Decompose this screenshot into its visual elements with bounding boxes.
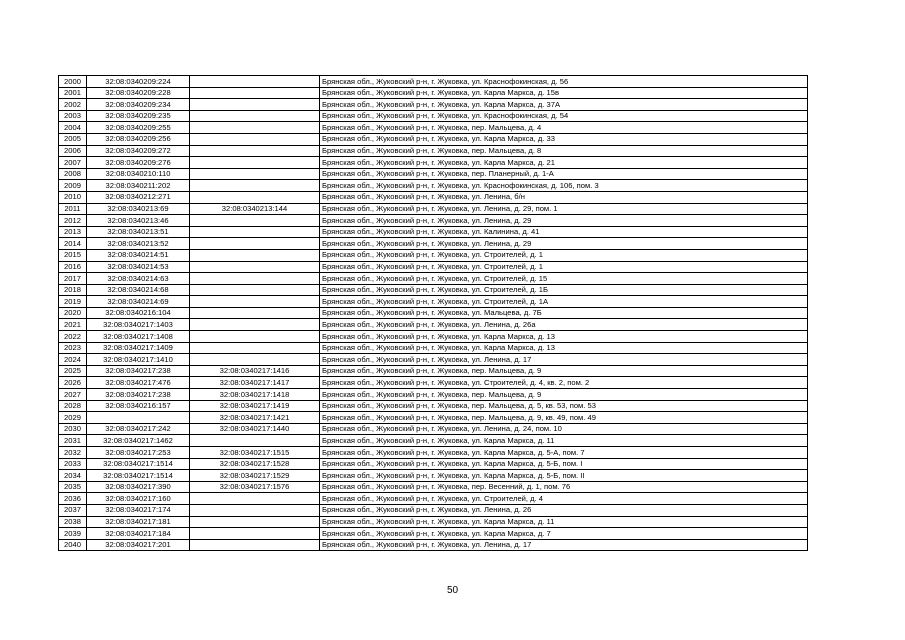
- address-cell: Брянская обл., Жуковский р-н, г. Жуковка, ул. Ленина, д. 29: [320, 238, 808, 250]
- secondary-cadastral-number-cell: [190, 342, 320, 354]
- secondary-cadastral-number-cell: [190, 307, 320, 319]
- table-row: [59, 273, 808, 285]
- row-number-cell: 2010: [59, 191, 87, 203]
- secondary-cadastral-number-cell: [190, 539, 320, 551]
- cadastral-number-cell: 32:08:0340209:228: [87, 87, 190, 99]
- cadastral-number-cell: 32:08:0340211:202: [87, 180, 190, 192]
- secondary-cadastral-number-cell: [190, 145, 320, 157]
- secondary-cadastral-number-cell: [190, 226, 320, 238]
- cadastral-number-cell: 32:08:0340213:46: [87, 215, 190, 227]
- address-cell: Брянская обл., Жуковский р-н, г. Жуковка, ул. Краснофокинская, д. 56: [320, 76, 808, 88]
- address-cell: Брянская обл., Жуковский р-н, г. Жуковка, ул. Ленина, д. 29, пом. 1: [320, 203, 808, 215]
- table-row: [59, 423, 808, 435]
- table-row: [59, 157, 808, 169]
- row-number-cell: 2021: [59, 319, 87, 331]
- cadastral-number-cell: 32:08:0340214:63: [87, 273, 190, 285]
- cadastral-number-cell: 32:08:0340217:1409: [87, 342, 190, 354]
- row-number-cell: 2030: [59, 423, 87, 435]
- cadastral-number-cell: 32:08:0340214:69: [87, 296, 190, 308]
- table-row: [59, 481, 808, 493]
- address-cell: Брянская обл., Жуковский р-н, г. Жуковка, ул. Краснофокинская, д. 54: [320, 110, 808, 122]
- row-number-cell: 2038: [59, 516, 87, 528]
- row-number-cell: 2037: [59, 504, 87, 516]
- secondary-cadastral-number-cell: 32:08:0340217:1529: [190, 470, 320, 482]
- cadastral-number-cell: 32:08:0340217:1462: [87, 435, 190, 447]
- cadastral-number-cell: 32:08:0340217:181: [87, 516, 190, 528]
- secondary-cadastral-number-cell: 32:08:0340213:144: [190, 203, 320, 215]
- cadastral-number-cell: 32:08:0340209:234: [87, 99, 190, 111]
- secondary-cadastral-number-cell: [190, 284, 320, 296]
- address-cell: Брянская обл., Жуковский р-н, г. Жуковка, ул. Карла Маркса, д. 21: [320, 157, 808, 169]
- row-number-cell: 2032: [59, 447, 87, 459]
- address-cell: Брянская обл., Жуковский р-н, г. Жуковка, пер. Мальцева, д. 9: [320, 365, 808, 377]
- cadastral-number-cell: 32:08:0340217:1403: [87, 319, 190, 331]
- cadastral-number-cell: 32:08:0340209:255: [87, 122, 190, 134]
- address-cell: Брянская обл., Жуковский р-н, г. Жуковка, ул. Строителей, д. 1: [320, 261, 808, 273]
- secondary-cadastral-number-cell: 32:08:0340217:1416: [190, 365, 320, 377]
- table-row: [59, 133, 808, 145]
- secondary-cadastral-number-cell: 32:08:0340217:1515: [190, 447, 320, 459]
- table-row: [59, 400, 808, 412]
- table-row: [59, 319, 808, 331]
- cadastral-number-cell: 32:08:0340217:476: [87, 377, 190, 389]
- table-row: [59, 110, 808, 122]
- row-number-cell: 2025: [59, 365, 87, 377]
- row-number-cell: 2012: [59, 215, 87, 227]
- cadastral-number-cell: 32:08:0340213:69: [87, 203, 190, 215]
- row-number-cell: 2009: [59, 180, 87, 192]
- address-cell: Брянская обл., Жуковский р-н, г. Жуковка, ул. Ленина, б/н: [320, 191, 808, 203]
- cadastral-number-cell: 32:08:0340217:184: [87, 528, 190, 540]
- row-number-cell: 2004: [59, 122, 87, 134]
- cadastral-number-cell: 32:08:0340209:272: [87, 145, 190, 157]
- cadastral-number-cell: 32:08:0340217:1410: [87, 354, 190, 366]
- cadastral-number-cell: 32:08:0340217:242: [87, 423, 190, 435]
- address-cell: Брянская обл., Жуковский р-н, г. Жуковка, ул. Ленина, д. 17: [320, 354, 808, 366]
- table-row: [59, 447, 808, 459]
- table-row: [59, 470, 808, 482]
- address-cell: Брянская обл., Жуковский р-н, г. Жуковка, ул. Карла Маркса, д. 5-Б, пом. I: [320, 458, 808, 470]
- secondary-cadastral-number-cell: [190, 319, 320, 331]
- secondary-cadastral-number-cell: 32:08:0340217:1528: [190, 458, 320, 470]
- row-number-cell: 2017: [59, 273, 87, 285]
- address-cell: Брянская обл., Жуковский р-н, г. Жуковка, ул. Карла Маркса, д. 33: [320, 133, 808, 145]
- page-number: 50: [446, 585, 459, 596]
- address-cell: Брянская обл., Жуковский р-н, г. Жуковка, ул. Карла Маркса, д. 13: [320, 342, 808, 354]
- secondary-cadastral-number-cell: [190, 180, 320, 192]
- cadastral-number-cell: 32:08:0340209:256: [87, 133, 190, 145]
- row-number-cell: 2000: [59, 76, 87, 88]
- cadastral-number-cell: 32:08:0340216:157: [87, 400, 190, 412]
- row-number-cell: 2006: [59, 145, 87, 157]
- address-cell: Брянская обл., Жуковский р-н, г. Жуковка, ул. Карла Маркса, д. 13: [320, 331, 808, 343]
- table-row: [59, 412, 808, 424]
- table-row: [59, 145, 808, 157]
- table-row: [59, 180, 808, 192]
- secondary-cadastral-number-cell: [190, 87, 320, 99]
- secondary-cadastral-number-cell: [190, 493, 320, 505]
- address-cell: Брянская обл., Жуковский р-н, г. Жуковка, ул. Строителей, д. 1Б: [320, 284, 808, 296]
- table-row: [59, 168, 808, 180]
- address-cell: Брянская обл., Жуковский р-н, г. Жуковка, ул. Карла Маркса, д. 7: [320, 528, 808, 540]
- row-number-cell: 2016: [59, 261, 87, 273]
- cadastral-number-cell: 32:08:0340217:160: [87, 493, 190, 505]
- address-cell: Брянская обл., Жуковский р-н, г. Жуковка, ул. Карла Маркса, д. 5-А, пом. 7: [320, 447, 808, 459]
- table-row: [59, 377, 808, 389]
- address-cell: Брянская обл., Жуковский р-н, г. Жуковка, ул. Карла Маркса, д. 15в: [320, 87, 808, 99]
- table-row: [59, 365, 808, 377]
- table-row: [59, 226, 808, 238]
- secondary-cadastral-number-cell: [190, 133, 320, 145]
- row-number-cell: 2026: [59, 377, 87, 389]
- cadastral-number-cell: 32:08:0340213:51: [87, 226, 190, 238]
- secondary-cadastral-number-cell: [190, 273, 320, 285]
- address-cell: Брянская обл., Жуковский р-н, г. Жуковка, ул. Карла Маркса, д. 11: [320, 516, 808, 528]
- cadastral-number-cell: 32:08:0340214:68: [87, 284, 190, 296]
- row-number-cell: 2015: [59, 249, 87, 261]
- cadastral-number-cell: 32:08:0340217:390: [87, 481, 190, 493]
- table-row: [59, 354, 808, 366]
- cadastral-number-cell: 32:08:0340212:271: [87, 191, 190, 203]
- cadastral-number-cell: 32:08:0340217:238: [87, 365, 190, 377]
- row-number-cell: 2005: [59, 133, 87, 145]
- address-cell: Брянская обл., Жуковский р-н, г. Жуковка, ул. Калинина, д. 41: [320, 226, 808, 238]
- table-row: [59, 215, 808, 227]
- row-number-cell: 2013: [59, 226, 87, 238]
- table-row: [59, 76, 808, 88]
- table-row: [59, 238, 808, 250]
- table-row: [59, 284, 808, 296]
- row-number-cell: 2001: [59, 87, 87, 99]
- address-cell: Брянская обл., Жуковский р-н, г. Жуковка, ул. Строителей, д. 1: [320, 249, 808, 261]
- secondary-cadastral-number-cell: [190, 99, 320, 111]
- cadastral-number-cell: 32:08:0340213:52: [87, 238, 190, 250]
- row-number-cell: 2040: [59, 539, 87, 551]
- address-cell: Брянская обл., Жуковский р-н, г. Жуковка, ул. Карла Маркса, д. 5-Б, пом. II: [320, 470, 808, 482]
- cadastral-number-cell: 32:08:0340209:224: [87, 76, 190, 88]
- address-cell: Брянская обл., Жуковский р-н, г. Жуковка, пер. Мальцева, д. 9: [320, 389, 808, 401]
- cadastral-number-cell: 32:08:0340217:238: [87, 389, 190, 401]
- secondary-cadastral-number-cell: 32:08:0340217:1440: [190, 423, 320, 435]
- address-cell: Брянская обл., Жуковский р-н, г. Жуковка, ул. Ленина, д. 26: [320, 504, 808, 516]
- row-number-cell: 2039: [59, 528, 87, 540]
- secondary-cadastral-number-cell: 32:08:0340217:1419: [190, 400, 320, 412]
- row-number-cell: 2011: [59, 203, 87, 215]
- address-cell: Брянская обл., Жуковский р-н, г. Жуковка, ул. Ленина, д. 17: [320, 539, 808, 551]
- secondary-cadastral-number-cell: [190, 215, 320, 227]
- table-row: [59, 122, 808, 134]
- property-table: [58, 75, 808, 551]
- table-row: [59, 331, 808, 343]
- address-cell: Брянская обл., Жуковский р-н, г. Жуковка, ул. Карла Маркса, д. 37А: [320, 99, 808, 111]
- table-body: [59, 76, 808, 551]
- table-row: [59, 528, 808, 540]
- table-row: [59, 296, 808, 308]
- cadastral-number-cell: 32:08:0340214:53: [87, 261, 190, 273]
- address-cell: Брянская обл., Жуковский р-н, г. Жуковка, ул. Краснофокинская, д. 106, пом. 3: [320, 180, 808, 192]
- row-number-cell: 2002: [59, 99, 87, 111]
- address-cell: Брянская обл., Жуковский р-н, г. Жуковка, пер. Планерный, д. 1-А: [320, 168, 808, 180]
- table-row: [59, 504, 808, 516]
- row-number-cell: 2008: [59, 168, 87, 180]
- table-row: [59, 458, 808, 470]
- cadastral-number-cell: [87, 412, 190, 424]
- secondary-cadastral-number-cell: [190, 435, 320, 447]
- row-number-cell: 2029: [59, 412, 87, 424]
- row-number-cell: 2031: [59, 435, 87, 447]
- secondary-cadastral-number-cell: 32:08:0340217:1576: [190, 481, 320, 493]
- table-row: [59, 249, 808, 261]
- row-number-cell: 2028: [59, 400, 87, 412]
- row-number-cell: 2020: [59, 307, 87, 319]
- secondary-cadastral-number-cell: [190, 168, 320, 180]
- address-cell: Брянская обл., Жуковский р-н, г. Жуковка, ул. Строителей, д. 15: [320, 273, 808, 285]
- secondary-cadastral-number-cell: [190, 354, 320, 366]
- secondary-cadastral-number-cell: [190, 331, 320, 343]
- table-row: [59, 389, 808, 401]
- row-number-cell: 2022: [59, 331, 87, 343]
- table-row: [59, 516, 808, 528]
- row-number-cell: 2023: [59, 342, 87, 354]
- row-number-cell: 2018: [59, 284, 87, 296]
- secondary-cadastral-number-cell: 32:08:0340217:1418: [190, 389, 320, 401]
- address-cell: Брянская обл., Жуковский р-н, г. Жуковка, ул. Ленина, д. 26а: [320, 319, 808, 331]
- address-cell: Брянская обл., Жуковский р-н, г. Жуковка, ул. Ленина, д. 29: [320, 215, 808, 227]
- address-cell: Брянская обл., Жуковский р-н, г. Жуковка, пер. Мальцева, д. 4: [320, 122, 808, 134]
- secondary-cadastral-number-cell: [190, 296, 320, 308]
- cadastral-number-cell: 32:08:0340217:1408: [87, 331, 190, 343]
- table-row: [59, 261, 808, 273]
- address-cell: Брянская обл., Жуковский р-н, г. Жуковка, ул. Строителей, д. 1А: [320, 296, 808, 308]
- address-cell: Брянская обл., Жуковский р-н, г. Жуковка, ул. Мальцева, д. 7Б: [320, 307, 808, 319]
- secondary-cadastral-number-cell: [190, 516, 320, 528]
- table-row: [59, 307, 808, 319]
- table-row: [59, 99, 808, 111]
- address-cell: Брянская обл., Жуковский р-н, г. Жуковка, пер. Мальцева, д. 8: [320, 145, 808, 157]
- address-cell: Брянская обл., Жуковский р-н, г. Жуковка, пер. Весенний, д. 1, пом. 76: [320, 481, 808, 493]
- table-row: [59, 342, 808, 354]
- secondary-cadastral-number-cell: [190, 238, 320, 250]
- secondary-cadastral-number-cell: [190, 76, 320, 88]
- secondary-cadastral-number-cell: [190, 261, 320, 273]
- row-number-cell: 2036: [59, 493, 87, 505]
- cadastral-number-cell: 32:08:0340216:104: [87, 307, 190, 319]
- address-cell: Брянская обл., Жуковский р-н, г. Жуковка, пер. Мальцева, д. 5, кв. 53, пом. 53: [320, 400, 808, 412]
- address-cell: Брянская обл., Жуковский р-н, г. Жуковка, ул. Строителей, д. 4: [320, 493, 808, 505]
- secondary-cadastral-number-cell: [190, 122, 320, 134]
- cadastral-number-cell: 32:08:0340217:1514: [87, 458, 190, 470]
- address-cell: Брянская обл., Жуковский р-н, г. Жуковка, пер. Мальцева, д. 9, кв. 49, пом. 49: [320, 412, 808, 424]
- cadastral-number-cell: 32:08:0340209:276: [87, 157, 190, 169]
- secondary-cadastral-number-cell: 32:08:0340217:1417: [190, 377, 320, 389]
- secondary-cadastral-number-cell: [190, 157, 320, 169]
- address-cell: Брянская обл., Жуковский р-н, г. Жуковка, ул. Карла Маркса, д. 11: [320, 435, 808, 447]
- cadastral-number-cell: 32:08:0340210:110: [87, 168, 190, 180]
- secondary-cadastral-number-cell: [190, 110, 320, 122]
- table-row: [59, 87, 808, 99]
- address-cell: Брянская обл., Жуковский р-н, г. Жуковка, ул. Строителей, д. 4, кв. 2, пом. 2: [320, 377, 808, 389]
- secondary-cadastral-number-cell: 32:08:0340217:1421: [190, 412, 320, 424]
- table-row: [59, 191, 808, 203]
- table-row: [59, 435, 808, 447]
- cadastral-number-cell: 32:08:0340217:174: [87, 504, 190, 516]
- cadastral-number-cell: 32:08:0340209:235: [87, 110, 190, 122]
- row-number-cell: 2007: [59, 157, 87, 169]
- secondary-cadastral-number-cell: [190, 191, 320, 203]
- row-number-cell: 2003: [59, 110, 87, 122]
- row-number-cell: 2014: [59, 238, 87, 250]
- row-number-cell: 2027: [59, 389, 87, 401]
- row-number-cell: 2035: [59, 481, 87, 493]
- cadastral-number-cell: 32:08:0340217:1514: [87, 470, 190, 482]
- address-cell: Брянская обл., Жуковский р-н, г. Жуковка, ул. Ленина, д. 24, пом. 10: [320, 423, 808, 435]
- table-row: [59, 493, 808, 505]
- secondary-cadastral-number-cell: [190, 249, 320, 261]
- row-number-cell: 2034: [59, 470, 87, 482]
- secondary-cadastral-number-cell: [190, 504, 320, 516]
- row-number-cell: 2024: [59, 354, 87, 366]
- table-row: [59, 539, 808, 551]
- table-row: [59, 203, 808, 215]
- cadastral-number-cell: 32:08:0340217:201: [87, 539, 190, 551]
- cadastral-number-cell: 32:08:0340214:51: [87, 249, 190, 261]
- cadastral-number-cell: 32:08:0340217:253: [87, 447, 190, 459]
- row-number-cell: 2033: [59, 458, 87, 470]
- secondary-cadastral-number-cell: [190, 528, 320, 540]
- row-number-cell: 2019: [59, 296, 87, 308]
